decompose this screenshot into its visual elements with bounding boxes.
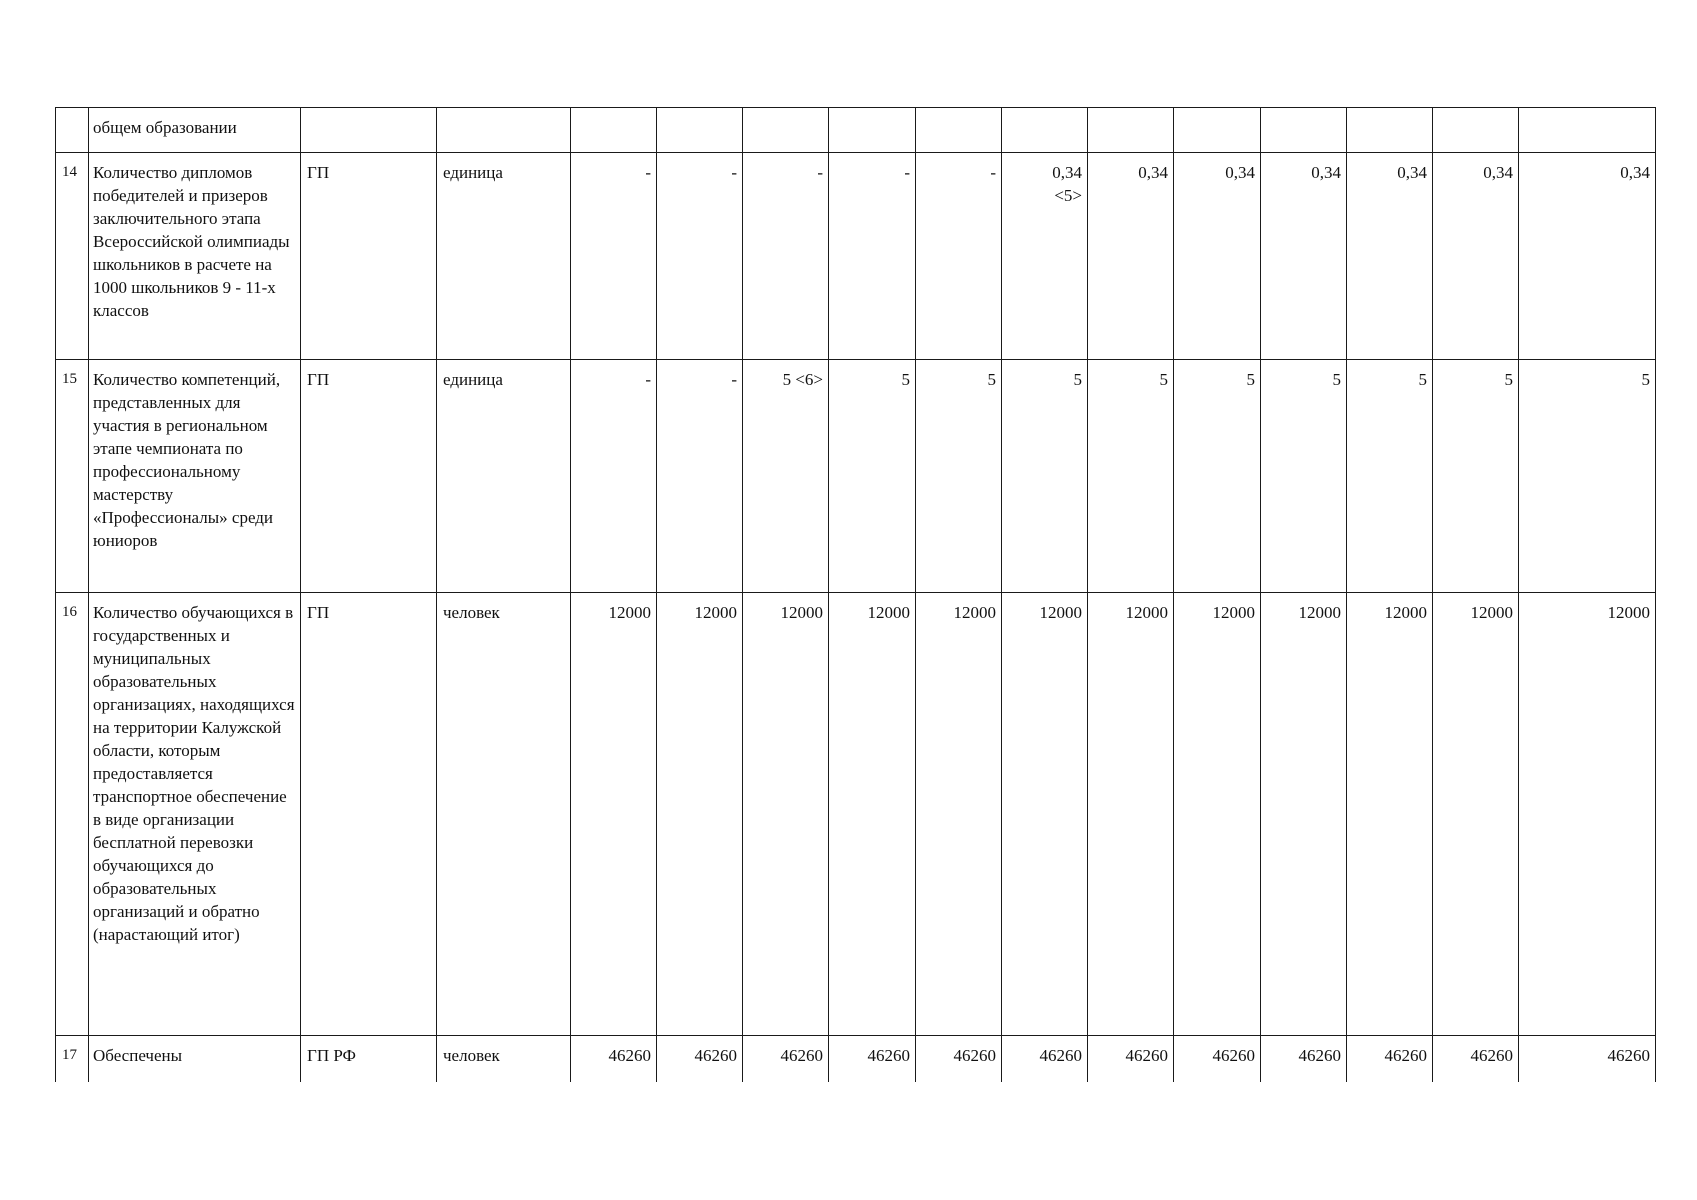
value-cell: -	[916, 153, 1002, 360]
value-cell-with-footnote: 0,34 <5>	[1002, 153, 1088, 360]
value-cell: -	[571, 360, 657, 593]
value-cell: 0,34	[1433, 153, 1519, 360]
unit-cell: человек	[437, 1036, 571, 1082]
value-cell	[1174, 108, 1261, 153]
value-cell	[1347, 108, 1433, 153]
value-cell: -	[657, 360, 743, 593]
value-cell: 0,34	[1347, 153, 1433, 360]
value-cell: -	[571, 153, 657, 360]
value-cell: 5	[1174, 360, 1261, 593]
indicator-name-cell: Количество обучающихся в государственных и муниципальных образовательных организациях, находящихся на территории Калужской области, которым предоставляется транспортное обеспечение в виде организации бесплатной перевозки обучающихся до образовательных организаций и обратно (нарастающий итог)	[89, 593, 301, 1036]
row-number-cell: 15	[56, 360, 89, 593]
unit-cell: единица	[437, 360, 571, 593]
indicator-name-cell: Количество дипломов победителей и призеров заключительного этапа Всероссийской олимпиады школьников в расчете на 1000 школьников 9 - 11-х классов	[89, 153, 301, 360]
value-cell	[1519, 108, 1656, 153]
value-cell: 46260	[1088, 1036, 1174, 1082]
value-cell: 46260	[1174, 1036, 1261, 1082]
value-cell: 12000	[1519, 593, 1656, 1036]
value-cell: 0,34	[1174, 153, 1261, 360]
value-cell	[1002, 108, 1088, 153]
value-cell: 0,34	[1519, 153, 1656, 360]
value-cell	[1261, 108, 1347, 153]
value-cell	[1433, 108, 1519, 153]
value-cell-with-footnote: 5 <6>	[743, 360, 829, 593]
value-cell	[571, 108, 657, 153]
value-cell: -	[829, 153, 916, 360]
value-cell: 12000	[1261, 593, 1347, 1036]
value-cell: 5	[1088, 360, 1174, 593]
table-row-17	[56, 1036, 1656, 1082]
value-cell	[1088, 108, 1174, 153]
value-cell: -	[657, 153, 743, 360]
source-cell: ГП	[301, 153, 437, 360]
value-cell: 0,34	[1261, 153, 1347, 360]
value-cell	[657, 108, 743, 153]
table-row-continued	[56, 108, 1656, 153]
value-cell: 5	[916, 360, 1002, 593]
value-cell: 5	[1519, 360, 1656, 593]
unit-cell: единица	[437, 153, 571, 360]
value-cell: 46260	[571, 1036, 657, 1082]
row-number-cell: 17	[56, 1036, 89, 1082]
indicator-name-cell: общем образовании	[89, 108, 301, 153]
value-cell	[916, 108, 1002, 153]
unit-cell	[437, 108, 571, 153]
value-cell	[743, 108, 829, 153]
value-cell: 46260	[916, 1036, 1002, 1082]
value-cell: 12000	[571, 593, 657, 1036]
value-cell	[829, 108, 916, 153]
value-cell: 46260	[1519, 1036, 1656, 1082]
source-cell	[301, 108, 437, 153]
value-cell: 46260	[1002, 1036, 1088, 1082]
value-cell: 46260	[1433, 1036, 1519, 1082]
indicators-table	[55, 107, 1656, 1082]
value-cell: 12000	[1002, 593, 1088, 1036]
value-cell: 12000	[1433, 593, 1519, 1036]
value-cell: 12000	[743, 593, 829, 1036]
value-cell: 46260	[829, 1036, 916, 1082]
row-number-cell: 14	[56, 153, 89, 360]
value-cell: 12000	[657, 593, 743, 1036]
value-cell: 12000	[1347, 593, 1433, 1036]
source-cell: ГП	[301, 360, 437, 593]
value-cell: 5	[829, 360, 916, 593]
value-cell: 46260	[743, 1036, 829, 1082]
table-row-14	[56, 153, 1656, 360]
source-cell: ГП	[301, 593, 437, 1036]
indicator-name-cell: Обеспечены	[89, 1036, 301, 1082]
unit-cell: человек	[437, 593, 571, 1036]
row-number-cell: 16	[56, 593, 89, 1036]
row-number-cell	[56, 108, 89, 153]
value-cell: 5	[1002, 360, 1088, 593]
table-row-15	[56, 360, 1656, 593]
source-cell: ГП РФ	[301, 1036, 437, 1082]
value-cell: 12000	[829, 593, 916, 1036]
value-cell: 46260	[1347, 1036, 1433, 1082]
value-cell: 46260	[657, 1036, 743, 1082]
value-cell: -	[743, 153, 829, 360]
value-cell: 5	[1347, 360, 1433, 593]
indicator-name-cell: Количество компетенций, представленных для участия в региональном этапе чемпионата по профессиональному мастерству «Профессионалы» среди юниоров	[89, 360, 301, 593]
table-row-16	[56, 593, 1656, 1036]
value-cell: 5	[1261, 360, 1347, 593]
value-cell: 46260	[1261, 1036, 1347, 1082]
value-cell: 12000	[1174, 593, 1261, 1036]
value-cell: 5	[1433, 360, 1519, 593]
value-cell: 12000	[1088, 593, 1174, 1036]
value-cell: 0,34	[1088, 153, 1174, 360]
value-cell: 12000	[916, 593, 1002, 1036]
